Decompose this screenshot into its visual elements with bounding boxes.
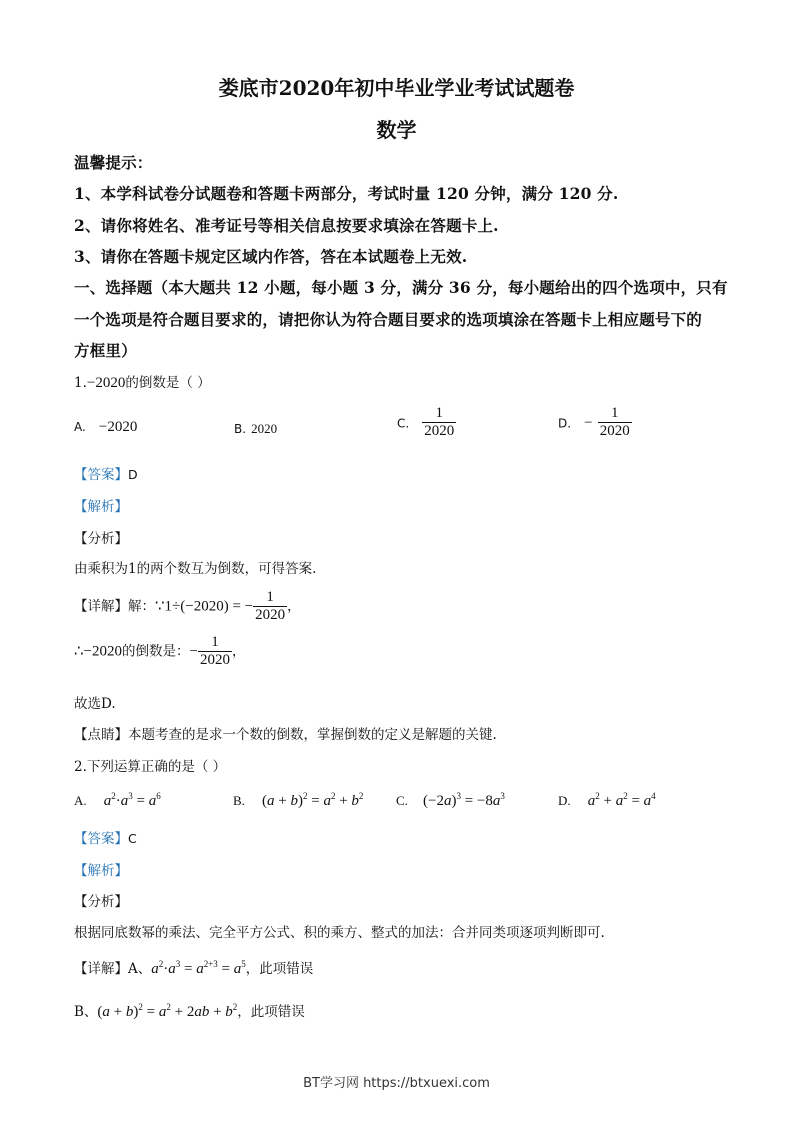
- fraction: [253, 589, 287, 625]
- dianjing-text: 本题考查的是求一个数的倒数，掌握倒数的定义是解题的关键.: [128, 727, 497, 743]
- q1-text: 的倒数是（ ）: [125, 375, 211, 391]
- section1-line1: 一、选择题（本大题共 12 小题，每小题 3 分，满分 36 分，每小题给出的四个选项中，只有: [74, 278, 728, 297]
- tip-1: 1、本学科试卷分试题卷和答题卡两部分，考试时量 120 分钟，满分 120 分.: [74, 184, 619, 203]
- option-letter: A.: [74, 420, 86, 434]
- q2-detail-b: [74, 1000, 305, 1021]
- therefore-text: 的倒数是：: [122, 643, 190, 660]
- q1-stem: [74, 371, 211, 392]
- answer-value: D: [128, 467, 138, 482]
- q1-answer: [74, 463, 138, 483]
- subject-title: 数学: [376, 118, 417, 142]
- denominator: 2020: [424, 423, 455, 440]
- answer-tag: 【答案】: [74, 831, 128, 847]
- q1-number: 1.: [74, 375, 87, 391]
- option-letter: A.: [74, 793, 87, 808]
- numerator: 1: [610, 405, 619, 421]
- option-letter: D.: [558, 416, 572, 431]
- option-formula: $a^2 + a^2 = a^4$: [587, 791, 656, 809]
- option-value: 2020: [251, 421, 278, 436]
- q1-option-d: [558, 405, 632, 441]
- detail-tag: 【详解】: [74, 598, 128, 615]
- detail-a-formula: $a^2\cdot a^3 = a^{2+3} = a^5$: [151, 959, 246, 977]
- numerator: 1: [435, 405, 444, 421]
- q1-expression: −2020: [86, 375, 126, 391]
- option-letter: D.: [558, 793, 571, 808]
- detail-b-suffix: ，此项错误: [237, 1004, 305, 1020]
- fraction: [422, 405, 456, 441]
- q1-choose: 故选D.: [74, 696, 116, 712]
- answer-value: C: [128, 831, 137, 846]
- option-formula: $a^2\cdot a^3 = a^6$: [103, 791, 161, 809]
- numerator: 1: [211, 634, 219, 650]
- option-letter: C.: [396, 793, 408, 808]
- option-letter: B.: [233, 793, 245, 808]
- fraction: [198, 634, 232, 670]
- q2-fenxi: 根据同底数幂的乘法、完全平方公式、积的乘方、整式的加法：合并同类项逐项判断即可.: [74, 925, 605, 941]
- q2-jiexi-tag: 【解析】: [74, 863, 128, 879]
- detail-tag: 【详解】: [74, 961, 128, 977]
- denominator: 2020: [199, 652, 230, 669]
- document-title: 娄底市2020年初中毕业学业考试试题卷: [218, 76, 575, 100]
- numerator: 1: [266, 589, 274, 605]
- q1-option-a: [74, 416, 137, 436]
- denominator: 2020: [255, 607, 286, 624]
- denominator: 2020: [599, 423, 630, 440]
- section1-line3: 方框里）: [74, 341, 137, 360]
- detail-b-prefix: B、: [74, 1004, 98, 1020]
- q1-therefore: [74, 634, 245, 670]
- option-letter: B.: [234, 422, 247, 436]
- q2-option-a: [74, 790, 161, 810]
- q1-option-c: [397, 405, 456, 441]
- q2-fenxi-tag: 【分析】: [74, 894, 128, 910]
- q2-option-b: [233, 790, 363, 810]
- q1-option-b: [234, 418, 277, 437]
- option-formula: $(a + b)^2 = a^2 + b^2$: [262, 791, 364, 809]
- q2-answer: [74, 827, 137, 847]
- q1-fenxi-tag: 【分析】: [74, 531, 128, 547]
- detail-expression: ∵1÷(−2020) = −: [155, 598, 254, 615]
- minus-sign: −: [189, 643, 198, 660]
- q2-option-c: [396, 790, 505, 810]
- fraction: [598, 405, 632, 441]
- q1-fenxi: 由乘积为1的两个数互为倒数，可得答案.: [74, 561, 317, 577]
- detail-prefix: 解：: [128, 598, 155, 615]
- footer-watermark: BT学习网 https://btxuexi.com: [303, 1076, 490, 1091]
- option-letter: C.: [397, 416, 410, 431]
- detail-end: ，: [287, 598, 301, 615]
- detail-a-prefix: A、: [128, 961, 152, 977]
- q2-option-d: [558, 790, 656, 810]
- option-formula: $(-2a)^3 = -8a^3$: [423, 791, 505, 809]
- q1-dianjing: [74, 723, 497, 743]
- answer-tag: 【答案】: [74, 467, 128, 483]
- q1-detail: [74, 589, 301, 625]
- tip-3: 3、请你在答题卡规定区域内作答，答在本试题卷上无效.: [74, 247, 468, 266]
- option-value: −2020: [98, 419, 138, 435]
- tip-2: 2、请你将姓名、准考证号等相关信息按要求填涂在答题卡上.: [74, 216, 499, 235]
- q2-stem: 2.下列运算正确的是（ ）: [74, 759, 227, 775]
- section1-line2: 一个选项是符合题目要求的，请把你认为符合题目要求的选项填涂在答题卡上相应题号下的: [74, 310, 703, 329]
- dianjing-tag: 【点睛】: [74, 727, 128, 743]
- therefore-expression: ∴−2020: [74, 643, 123, 660]
- detail-a-suffix: ，此项错误: [245, 961, 314, 977]
- minus-sign: −: [584, 415, 593, 432]
- q1-jiexi-tag: 【解析】: [74, 499, 128, 515]
- therefore-end: ，: [231, 643, 246, 660]
- detail-b-formula: $(a + b)^2 = a^2 + 2ab + b^2$: [97, 1002, 238, 1020]
- tips-header: 温馨提示：: [74, 153, 153, 172]
- q2-detail-a: [74, 957, 313, 978]
